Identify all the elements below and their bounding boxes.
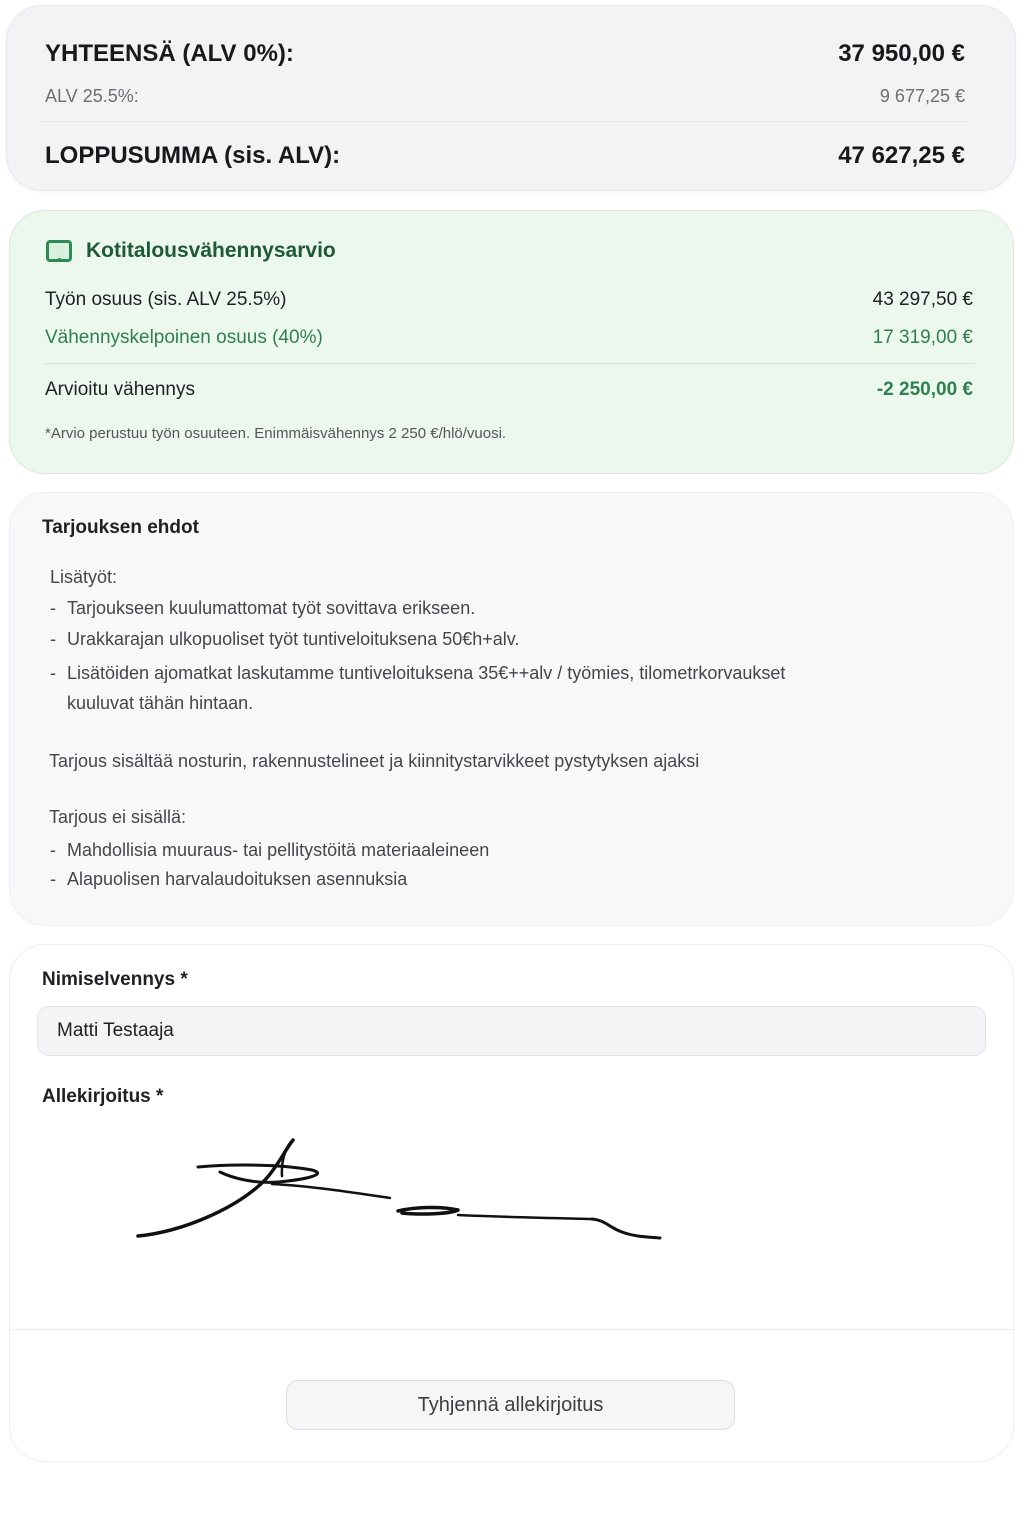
clear-signature-button[interactable]: Tyhjennä allekirjoitus [286,1380,735,1430]
includes-text: Tarjous sisältää nosturin, rakennustelineet ja kiinnitystarvikkeet pystytyksen ajaksi [49,751,700,771]
deduction-divider [44,363,975,364]
terms-card: Tarjouksen ehdot Lisätyöt: - Tarjoukseen kuulumattomat työt sovittava erikseen. - Urakkarajan ulkopuoliset työt tuntiveloituksena 50€h+alv. - Lisätöiden ajomatkat laskutamme tuntiveloituksena 35€++alv / työmies, tilometrkorvaukset kuuluvat tähän hintaan. Tarjous sisältää nosturin, rakennustelineet ja kiinnitystarvikkeet pystytyksen ajaksi Tarjous ei sisällä: - Mahdollisia muuraus- tai pellitystöitä materiaaleineen - Alapuolisen harvalaudoituksen asennuksia [9,492,1014,926]
estimate-label: Arvioitu vähennys [45,379,195,400]
total-label: LOPPUSUMMA (sis. ALV): [45,142,341,169]
work-share-value: 43 297,50 € [872,289,973,310]
terms-title: Tarjouksen ehdot [42,517,199,538]
deductible-label: Vähennyskelpoinen osuus (40%) [45,327,323,348]
estimate-row [45,379,973,401]
tv-icon [46,240,72,262]
name-input[interactable] [37,1006,986,1056]
household-deduction-card [9,210,1014,474]
deduction-note: *Arvio perustuu työn osuuteen. Enimmäisvähennys 2 250 €/hlö/vuosi. [45,425,507,442]
work-share-label: Työn osuus (sis. ALV 25.5%) [45,289,287,310]
name-label: Nimiselvennys * [42,969,188,990]
extra-work-heading: Lisätyöt: [50,567,118,587]
subtotal-value: 37 950,00 € [838,40,965,67]
deduction-header [46,239,336,263]
total-row [45,142,965,170]
vat-label: ALV 25.5%: [45,86,139,106]
subtotal-row [45,40,965,68]
deductible-value: 17 319,00 € [872,327,973,348]
subtotal-label: YHTEENSÄ (ALV 0%): [45,40,294,67]
excludes-heading: Tarjous ei sisällä: [49,807,187,827]
vat-row [45,86,965,107]
signature-pad[interactable] [10,1120,1013,1330]
deductible-row [45,327,973,349]
work-share-row [45,289,973,311]
signature-card [9,944,1014,1462]
signature-divider [10,1329,1013,1330]
vat-value: 9 677,25 € [879,86,965,106]
totals-card [6,5,1016,191]
estimate-value: -2 250,00 € [876,379,973,400]
total-value: 47 627,25 € [838,142,965,169]
signature-label: Allekirjoitus * [42,1086,164,1107]
deduction-title: Kotitalousvähennysarvio [86,239,336,262]
totals-divider [41,121,969,122]
